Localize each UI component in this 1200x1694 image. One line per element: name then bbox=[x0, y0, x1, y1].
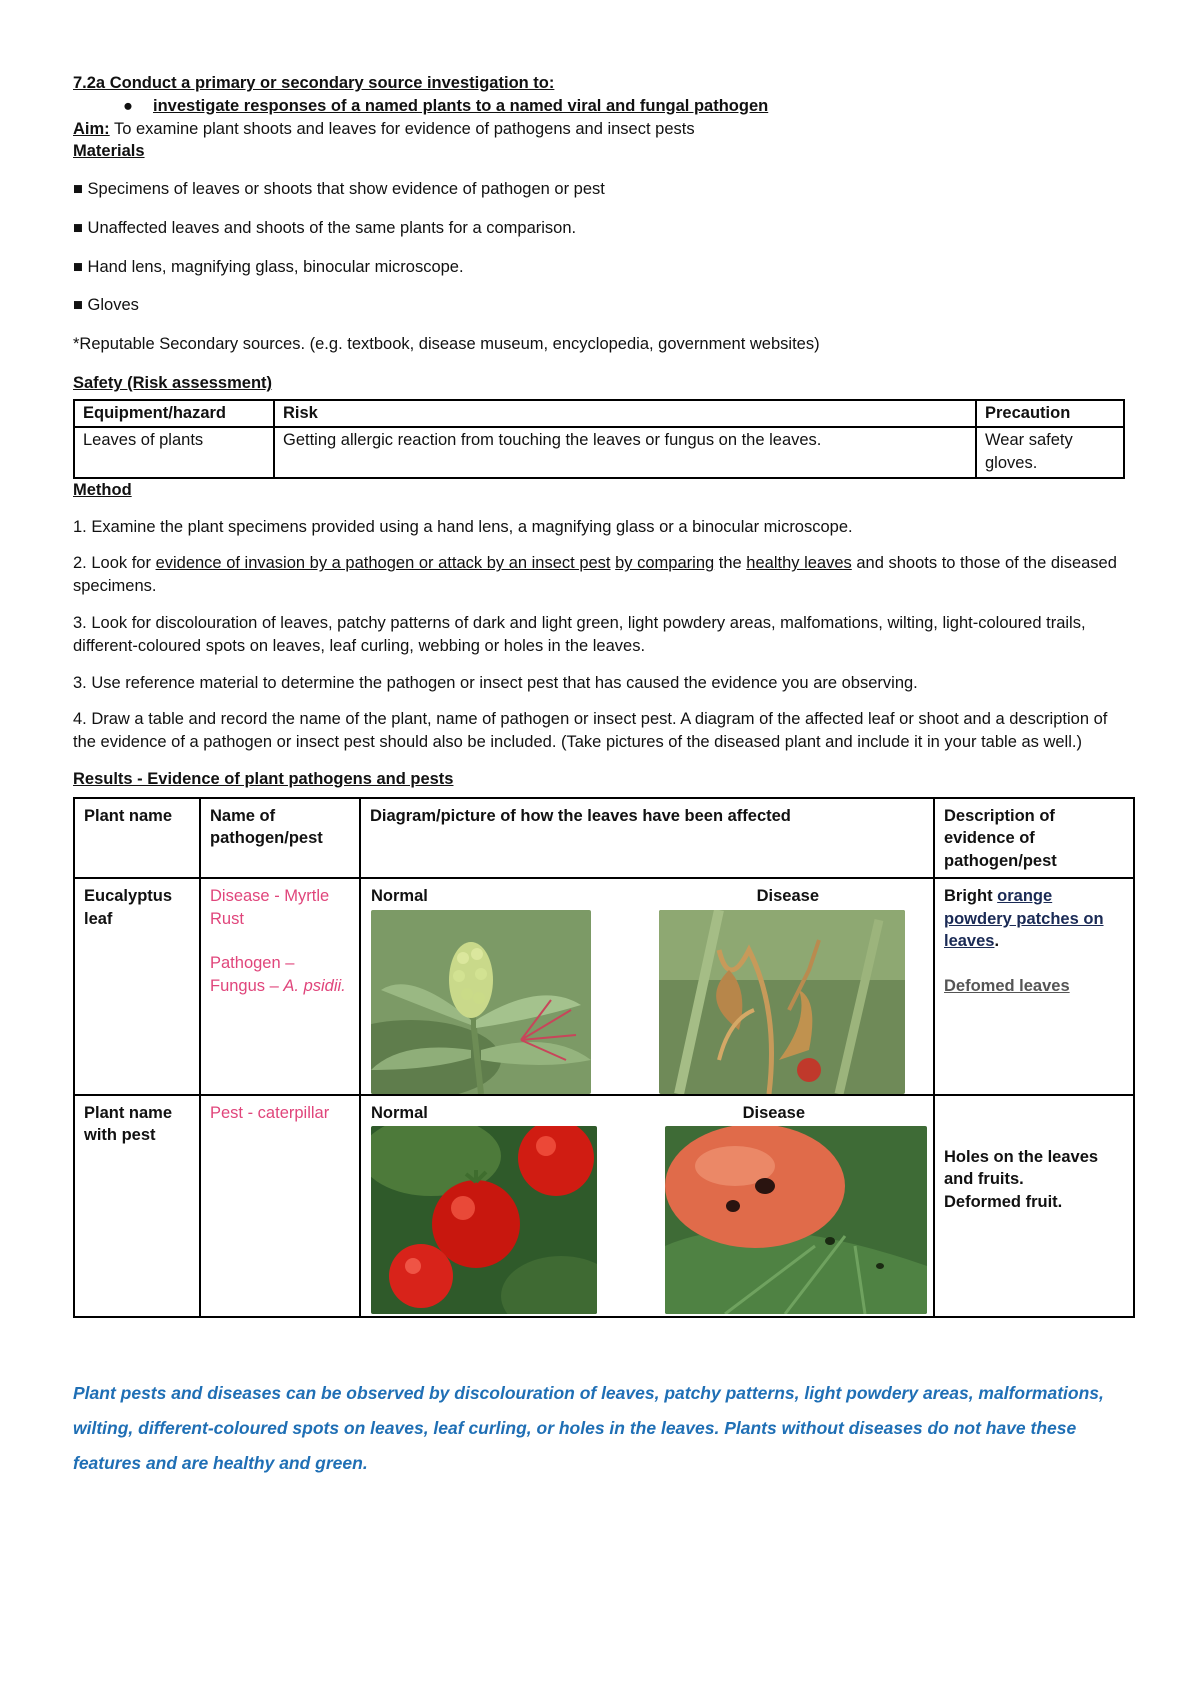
table-cell-pictures bbox=[360, 878, 934, 1095]
healthy-eucalyptus-photo bbox=[371, 910, 591, 1094]
table-header-cell: Plant name bbox=[74, 798, 200, 878]
myrtle-rust-photo bbox=[659, 910, 905, 1094]
pathogen-name bbox=[210, 952, 350, 998]
healthy-tomato-photo bbox=[371, 1126, 597, 1314]
results-table bbox=[73, 797, 1135, 1318]
page-title: 7.2a Conduct a primary or secondary source investigation to: bbox=[73, 74, 555, 92]
objective-bullet bbox=[73, 95, 1133, 118]
materials-item: ■ Specimens of leaves or shoots that show evidence of pathogen or pest bbox=[73, 180, 605, 199]
results-heading: Results - Evidence of plant pathogens and pests bbox=[73, 769, 454, 788]
normal-label: Normal bbox=[371, 886, 428, 905]
table-header-cell: Diagram/picture of how the leaves have been affected bbox=[360, 798, 934, 878]
desc-underlined: orange powdery patches on leaves bbox=[944, 886, 1104, 951]
description-deformed: Defomed leaves bbox=[944, 977, 1070, 996]
risk-assessment-table bbox=[73, 399, 1125, 479]
method-step: 3. Use reference material to determine the pathogen or insect pest that has caused the evidence you are observing. bbox=[73, 673, 918, 692]
table-header-cell: Name of pathogen/pest bbox=[200, 798, 360, 878]
disease-label: Disease bbox=[742, 1103, 805, 1122]
method-heading: Method bbox=[73, 480, 132, 499]
method-step bbox=[73, 552, 1133, 598]
document-page bbox=[73, 72, 1133, 1481]
table-row bbox=[74, 427, 1124, 478]
table-row bbox=[74, 878, 1134, 1095]
description-text bbox=[944, 885, 1124, 953]
materials-item: ■ Unaffected leaves and shoots of the same plants for a comparison. bbox=[73, 218, 577, 237]
desc-text: Bright bbox=[944, 886, 998, 905]
aim-text: To examine plant shoots and leaves for evidence of pathogens and insect pests bbox=[109, 119, 695, 138]
table-header-row bbox=[74, 400, 1124, 428]
safety-heading: Safety (Risk assessment) bbox=[73, 373, 273, 392]
table-cell: Wear safety gloves. bbox=[976, 427, 1124, 478]
step-text-underlined: healthy leaves bbox=[746, 554, 852, 573]
desc-text: . bbox=[994, 932, 1000, 951]
step-text: the bbox=[714, 554, 747, 573]
table-cell-description bbox=[934, 1095, 1134, 1317]
step-text: and shoots to those of the diseased specimens. bbox=[73, 554, 1117, 596]
pathogen-text: Pathogen – Fungus – bbox=[210, 954, 295, 996]
table-cell: Getting allergic reaction from touching the leaves or fungus on the leaves. bbox=[274, 427, 976, 478]
table-cell-plant: Plant name with pest bbox=[74, 1095, 200, 1317]
table-header-row bbox=[74, 798, 1134, 878]
table-cell-pathogen bbox=[200, 878, 360, 1095]
materials-item: ■ Hand lens, magnifying glass, binocular microscope. bbox=[73, 257, 464, 276]
bullet-icon: ● bbox=[123, 96, 133, 115]
aim-line bbox=[73, 118, 1133, 141]
table-header-cell: Risk bbox=[274, 400, 976, 428]
description-text: Deformed fruit. bbox=[944, 1193, 1063, 1212]
step-text: 2. Look for bbox=[73, 554, 156, 573]
pathogen-species: A. psidii. bbox=[283, 977, 346, 996]
photo-labels bbox=[371, 1102, 929, 1125]
aim-label: Aim: bbox=[73, 119, 110, 138]
step-text-underlined: evidence of invasion by a pathogen or attack by an insect pest bbox=[155, 554, 611, 573]
materials-item: ■ Gloves bbox=[73, 296, 139, 315]
method-step: 3. Look for discolouration of leaves, patchy patterns of dark and light green, light powdery areas, malfomations, wilting, light-coloured trails, different-coloured spots on leaves, leaf curling, webbing or holes in the leaves. bbox=[73, 614, 1086, 655]
table-cell-pest: Pest - caterpillar bbox=[200, 1095, 360, 1317]
table-row bbox=[74, 1095, 1134, 1317]
materials-heading: Materials bbox=[73, 142, 145, 161]
description-text: Holes on the leaves and fruits. bbox=[944, 1147, 1099, 1189]
step-text-underlined: by comparing bbox=[615, 554, 715, 573]
table-cell-description bbox=[934, 878, 1134, 1095]
table-header-cell: Description of evidence of pathogen/pest bbox=[934, 798, 1134, 878]
normal-label: Normal bbox=[371, 1103, 428, 1122]
table-cell-pictures bbox=[360, 1095, 934, 1317]
method-step: 4. Draw a table and record the name of the plant, name of pathogen or insect pest. A diagram of the affected leaf or shoot and a description of the evidence of a pathogen or insect pest should also be included. (Take pictures of the diseased plant and include it in your table as well.) bbox=[73, 710, 1108, 752]
disease-label: Disease bbox=[756, 886, 819, 905]
table-header-cell: Equipment/hazard bbox=[74, 400, 274, 428]
objective-text: investigate responses of a named plants to a named viral and fungal pathogen bbox=[153, 96, 769, 115]
photo-row bbox=[371, 910, 929, 1094]
table-cell: Leaves of plants bbox=[74, 427, 274, 478]
method-step: 1. Examine the plant specimens provided using a hand lens, a magnifying glass or a binocular microscope. bbox=[73, 517, 853, 536]
damaged-tomato-photo bbox=[665, 1126, 927, 1314]
disease-name: Disease - Myrtle Rust bbox=[210, 886, 330, 928]
table-header-cell: Precaution bbox=[976, 400, 1124, 428]
photo-row bbox=[371, 1126, 929, 1314]
photo-labels bbox=[371, 885, 929, 908]
table-cell-plant: Eucalyptus leaf bbox=[74, 878, 200, 1095]
secondary-sources-note: *Reputable Secondary sources. (e.g. textbook, disease museum, encyclopedia, government websites) bbox=[73, 335, 820, 354]
summary-paragraph: Plant pests and diseases can be observed by discolouration of leaves, patchy patterns, light powdery areas, malformations, wilting, different-coloured spots on leaves, leaf curling, or holes in the leaves. Plants without diseases do not have these features and are healthy and green. bbox=[73, 1382, 1104, 1473]
